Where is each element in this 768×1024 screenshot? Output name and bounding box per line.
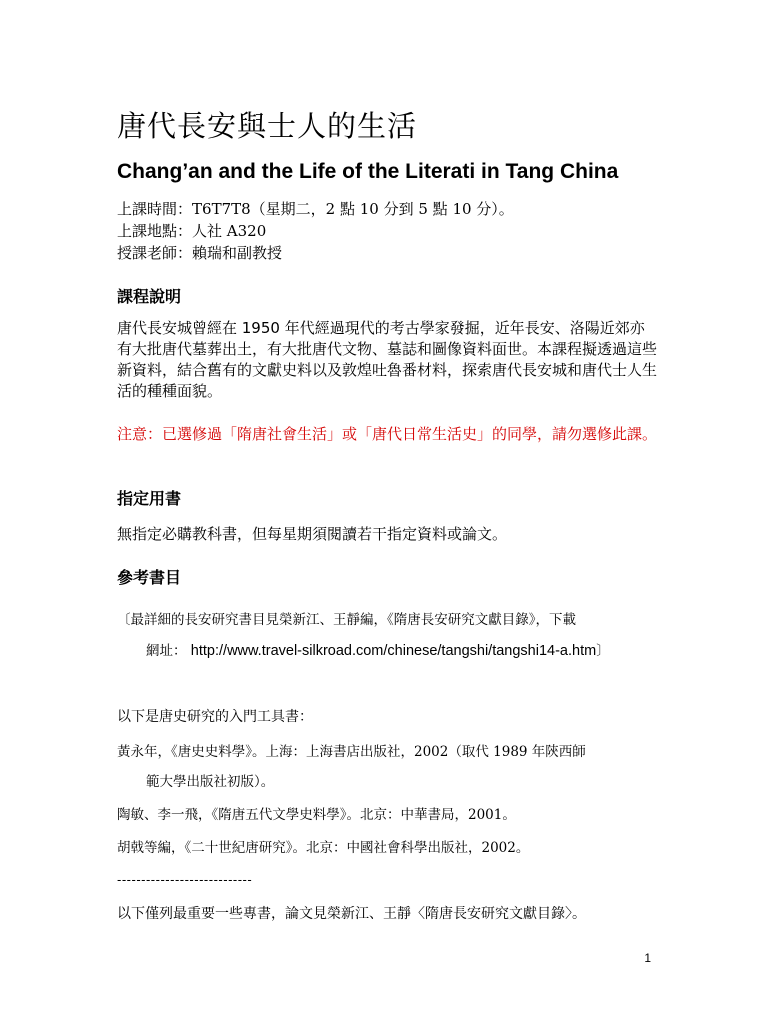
course-description-text: 唐代長安城曾經在 1950 年代經過現代的考古學家發掘，近年長安、洛陽近郊亦有大批唐代墓葬出土，有大批唐代文物、墓誌和圖像資料面世。本課程擬透過這些新資料，結合舊有的文獻史料以及敦煌吐魯番材料，探索唐代長安城和唐代士人生活的種種面貌。 bbox=[117, 319, 658, 400]
class-place-value: 人社 A320 bbox=[192, 222, 267, 240]
reference-2: 陶敏、李一飛，《隋唐五代文學史料學》。北京：中華書局，2001。 bbox=[117, 807, 516, 823]
textbook-text: 無指定必購教科書，但每星期須閱讀若干指定資料或論文。 bbox=[117, 525, 508, 543]
class-time-label: 上課時間： bbox=[117, 200, 193, 218]
download-url-link[interactable]: http://www.travel-silkroad.com/chinese/tangshi/tangshi14-a.htm bbox=[190, 643, 597, 659]
class-time-line bbox=[117, 198, 514, 219]
enrollment-note: 注意：已選修過「隋唐社會生活」或「唐代日常生活史」的同學，請勿選修此課。 bbox=[117, 425, 658, 443]
teacher-line bbox=[117, 242, 282, 263]
bibliography-intro-line2 bbox=[146, 639, 610, 659]
monographs-intro: 以下僅列最重要一些專書，論文見榮新江、王靜〈隋唐長安研究文獻目錄〉。 bbox=[117, 906, 586, 922]
reference-1-line2: 範大學出版社初版）。 bbox=[146, 774, 275, 790]
page-number: 1 bbox=[644, 951, 651, 965]
title-chinese: 唐代長安與士人的生活 bbox=[117, 109, 418, 143]
bracket-close: 〕 bbox=[596, 643, 610, 659]
course-description-heading: 課程說明 bbox=[117, 287, 182, 306]
teacher-value: 賴瑞和副教授 bbox=[192, 244, 283, 262]
section-divider: ---------------------------- bbox=[117, 872, 253, 887]
class-place-label: 上課地點： bbox=[117, 222, 193, 240]
class-place-line bbox=[117, 220, 266, 241]
textbook-heading: 指定用書 bbox=[117, 489, 182, 508]
teacher-label: 授課老師： bbox=[117, 244, 193, 262]
bibliography-intro-line1: 〔最詳細的長安研究書目見榮新江、王靜編，《隋唐長安研究文獻目錄》，下載 bbox=[117, 612, 576, 628]
tools-intro: 以下是唐史研究的入門工具書： bbox=[117, 709, 313, 725]
class-time-value: T6T7T8（星期二，2 點 10 分到 5 點 10 分）。 bbox=[192, 200, 514, 218]
reference-1-line1: 黃永年，《唐史史料學》。上海：上海書店出版社，2002（取代 1989 年陝西師 bbox=[117, 744, 586, 760]
reference-3: 胡戟等編，《二十世紀唐研究》。北京：中國社會科學出版社，2002。 bbox=[117, 840, 530, 856]
title-english: Chang’an and the Life of the Literati in Tang China bbox=[117, 160, 619, 183]
download-url-label: 網址： bbox=[146, 643, 187, 659]
bibliography-heading: 參考書目 bbox=[117, 568, 182, 587]
